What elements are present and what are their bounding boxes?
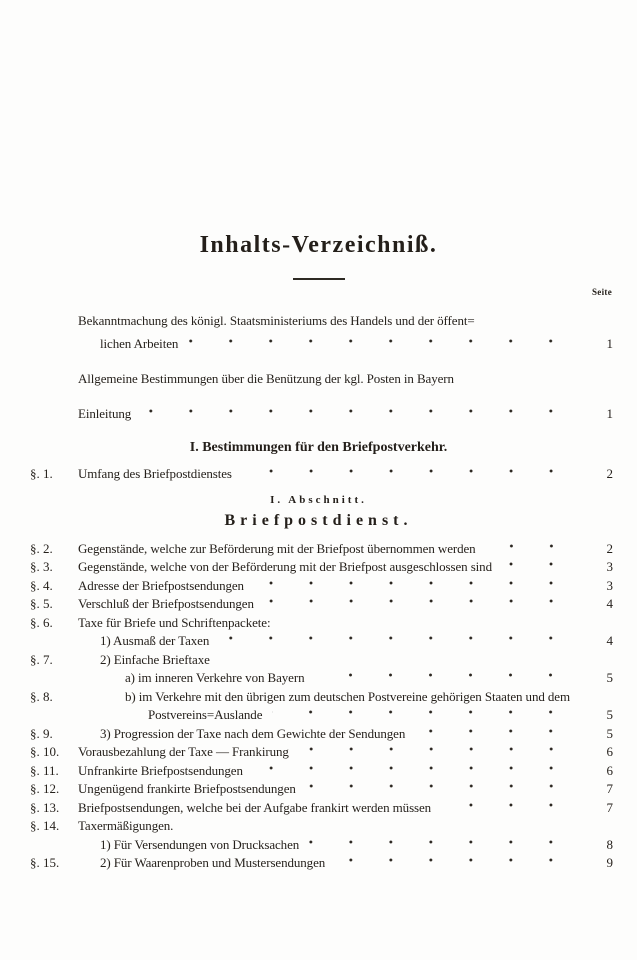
dot-leader [464, 371, 571, 383]
entry-text: lichen Arbeiten [100, 336, 179, 351]
entry-page-number: 1 [606, 336, 613, 351]
section-heading: I. Bestimmungen für den Briefpostverkehr. [189, 440, 448, 455]
toc-entry [0, 817, 637, 836]
entry-text: b) im Verkehre mit den übrigen zum deutschen Postvereine gehörigen Staaten und dem [125, 688, 570, 704]
entry-text: 2) Einfache Brieftaxe [100, 651, 210, 667]
toc-entry [0, 465, 637, 484]
toc-entry [0, 725, 637, 744]
entry-number: §. 3. [30, 559, 53, 574]
dot-leader [485, 313, 571, 325]
toc-entry [0, 688, 637, 707]
dot-leader [219, 633, 571, 645]
toc-entry [0, 743, 637, 762]
entry-page-number: 7 [606, 781, 613, 796]
toc-entry [0, 332, 637, 355]
entry-text: Taxermäßigungen. [78, 818, 174, 833]
entry-text: Allgemeine Bestimmungen über die Benützung der kgl. Posten in Bayern [78, 371, 454, 386]
dot-leader [306, 781, 571, 793]
dot-leader [502, 559, 571, 571]
toc-entry [0, 614, 637, 633]
entry-number: §. 8. [30, 688, 53, 704]
entry-page-number: 3 [606, 577, 613, 593]
entry-page-number: 5 [606, 707, 613, 722]
entry-text: 2) Für Waarenproben und Mustersendungen [100, 855, 326, 870]
entry-page-number: 9 [606, 855, 613, 870]
dot-leader [486, 541, 571, 553]
entry-text: Verschluß der Briefpostsendungen [78, 596, 254, 611]
dot-leader [314, 670, 571, 682]
dot-leader [441, 800, 571, 812]
entry-number: §. 12. [30, 781, 60, 796]
entry-number: §. 10. [30, 744, 60, 759]
entry-number: §. 13. [30, 799, 60, 815]
front-matter [0, 309, 637, 425]
entry-text: Gegenstände, welche zur Beförderung mit der Briefpost übernommen werden [78, 540, 476, 556]
dot-leader [272, 707, 571, 719]
page-title: Inhalts-Verzeichniß. [199, 232, 438, 258]
entry-text: Umfang des Briefpostdienstes [78, 466, 232, 481]
entry-number: §. 11. [30, 762, 59, 778]
dot-leader [242, 466, 571, 478]
dot-leader [264, 596, 571, 608]
toc-entry [0, 577, 637, 596]
entry-number: §. 6. [30, 614, 53, 630]
entry-text: Briefpostsendungen, welche bei der Aufgabe frankirt werden müssen [78, 799, 432, 815]
entry-number: §. 4. [30, 577, 53, 593]
toc-entry [0, 799, 637, 818]
toc-entry [0, 651, 637, 670]
entry-text: Ungenügend frankirte Briefpostsendungen [78, 781, 296, 796]
toc-entry [0, 762, 637, 781]
dot-leader [141, 406, 571, 418]
entry-number: §. 7. [30, 651, 53, 667]
entry-number: §. 2. [30, 540, 53, 556]
entry-text: Postvereins=Auslande [148, 707, 263, 722]
dot-leader [188, 336, 571, 348]
entry-number: §. 14. [30, 818, 60, 833]
toc-entry [0, 402, 637, 425]
toc-entry [0, 309, 637, 332]
dot-leader [309, 837, 571, 849]
entry-page-number: 5 [606, 725, 613, 741]
entry-page-number: 6 [606, 762, 613, 778]
entry-text: Taxe für Briefe und Schriftenpackete: [78, 614, 271, 630]
dot-leader [415, 726, 571, 738]
dot-leader [254, 578, 571, 590]
front-matter-group [0, 309, 637, 355]
toc-entry [0, 854, 637, 873]
entry-text: a) im inneren Verkehre von Bayern [125, 670, 305, 685]
entry-page-number: 6 [606, 744, 613, 759]
entry-text: 1) Für Versendungen von Drucksachen [100, 836, 300, 852]
entry-page-number: 3 [606, 559, 613, 574]
entry-page-number: 4 [606, 633, 613, 648]
entry-page-number: 4 [606, 596, 613, 611]
entry-text: 1) Ausmaß der Taxen [100, 633, 210, 648]
toc-entry [0, 558, 637, 577]
dot-leader [299, 744, 571, 756]
section-heading: I. Abschnitt. [270, 493, 367, 506]
entry-page-number: 8 [606, 836, 613, 852]
toc-entry [0, 595, 637, 614]
dot-leader [335, 855, 571, 867]
entry-page-number: 5 [606, 670, 613, 685]
section-heading: Briefpostdienst. [224, 511, 413, 529]
toc-entry [0, 540, 637, 559]
entry-number: §. 9. [30, 725, 53, 741]
entry-text: Unfrankirte Briefpostsendungen [78, 762, 243, 778]
front-matter-group [0, 367, 637, 390]
page-column-label: Seite [592, 287, 612, 297]
toc-entry [0, 780, 637, 799]
toc-sections [0, 437, 637, 873]
entry-page-number: 2 [606, 466, 613, 481]
toc-entry [0, 706, 637, 725]
entry-number: §. 15. [30, 855, 60, 870]
entry-text: Gegenstände, welche von der Beförderung mit der Briefpost ausgeschlossen sind [78, 559, 492, 574]
title-rule [293, 278, 345, 280]
entry-page-number: 2 [606, 540, 613, 556]
dot-leader [280, 615, 571, 627]
toc-entry [0, 836, 637, 855]
entry-text: Adresse der Briefpostsendungen [78, 577, 244, 593]
entry-number: §. 5. [30, 596, 53, 611]
entry-page-number: 1 [606, 406, 613, 421]
toc-entry [0, 367, 637, 390]
front-matter-group [0, 402, 637, 425]
dot-leader [220, 652, 571, 664]
entry-page-number: 7 [606, 799, 613, 815]
entry-text: Bekanntmachung des königl. Staatsministeriums des Handels und der öffent= [78, 313, 475, 328]
entry-text: Vorausbezahlung der Taxe — Frankirung [78, 744, 289, 759]
dot-leader [183, 818, 571, 830]
entry-number: §. 1. [30, 466, 53, 481]
entry-text: 3) Progression der Taxe nach dem Gewichte der Sendungen [100, 725, 406, 741]
toc-entry [0, 669, 637, 688]
toc-entry [0, 632, 637, 651]
dot-leader [253, 763, 571, 775]
entry-text: Einleitung [78, 406, 132, 421]
